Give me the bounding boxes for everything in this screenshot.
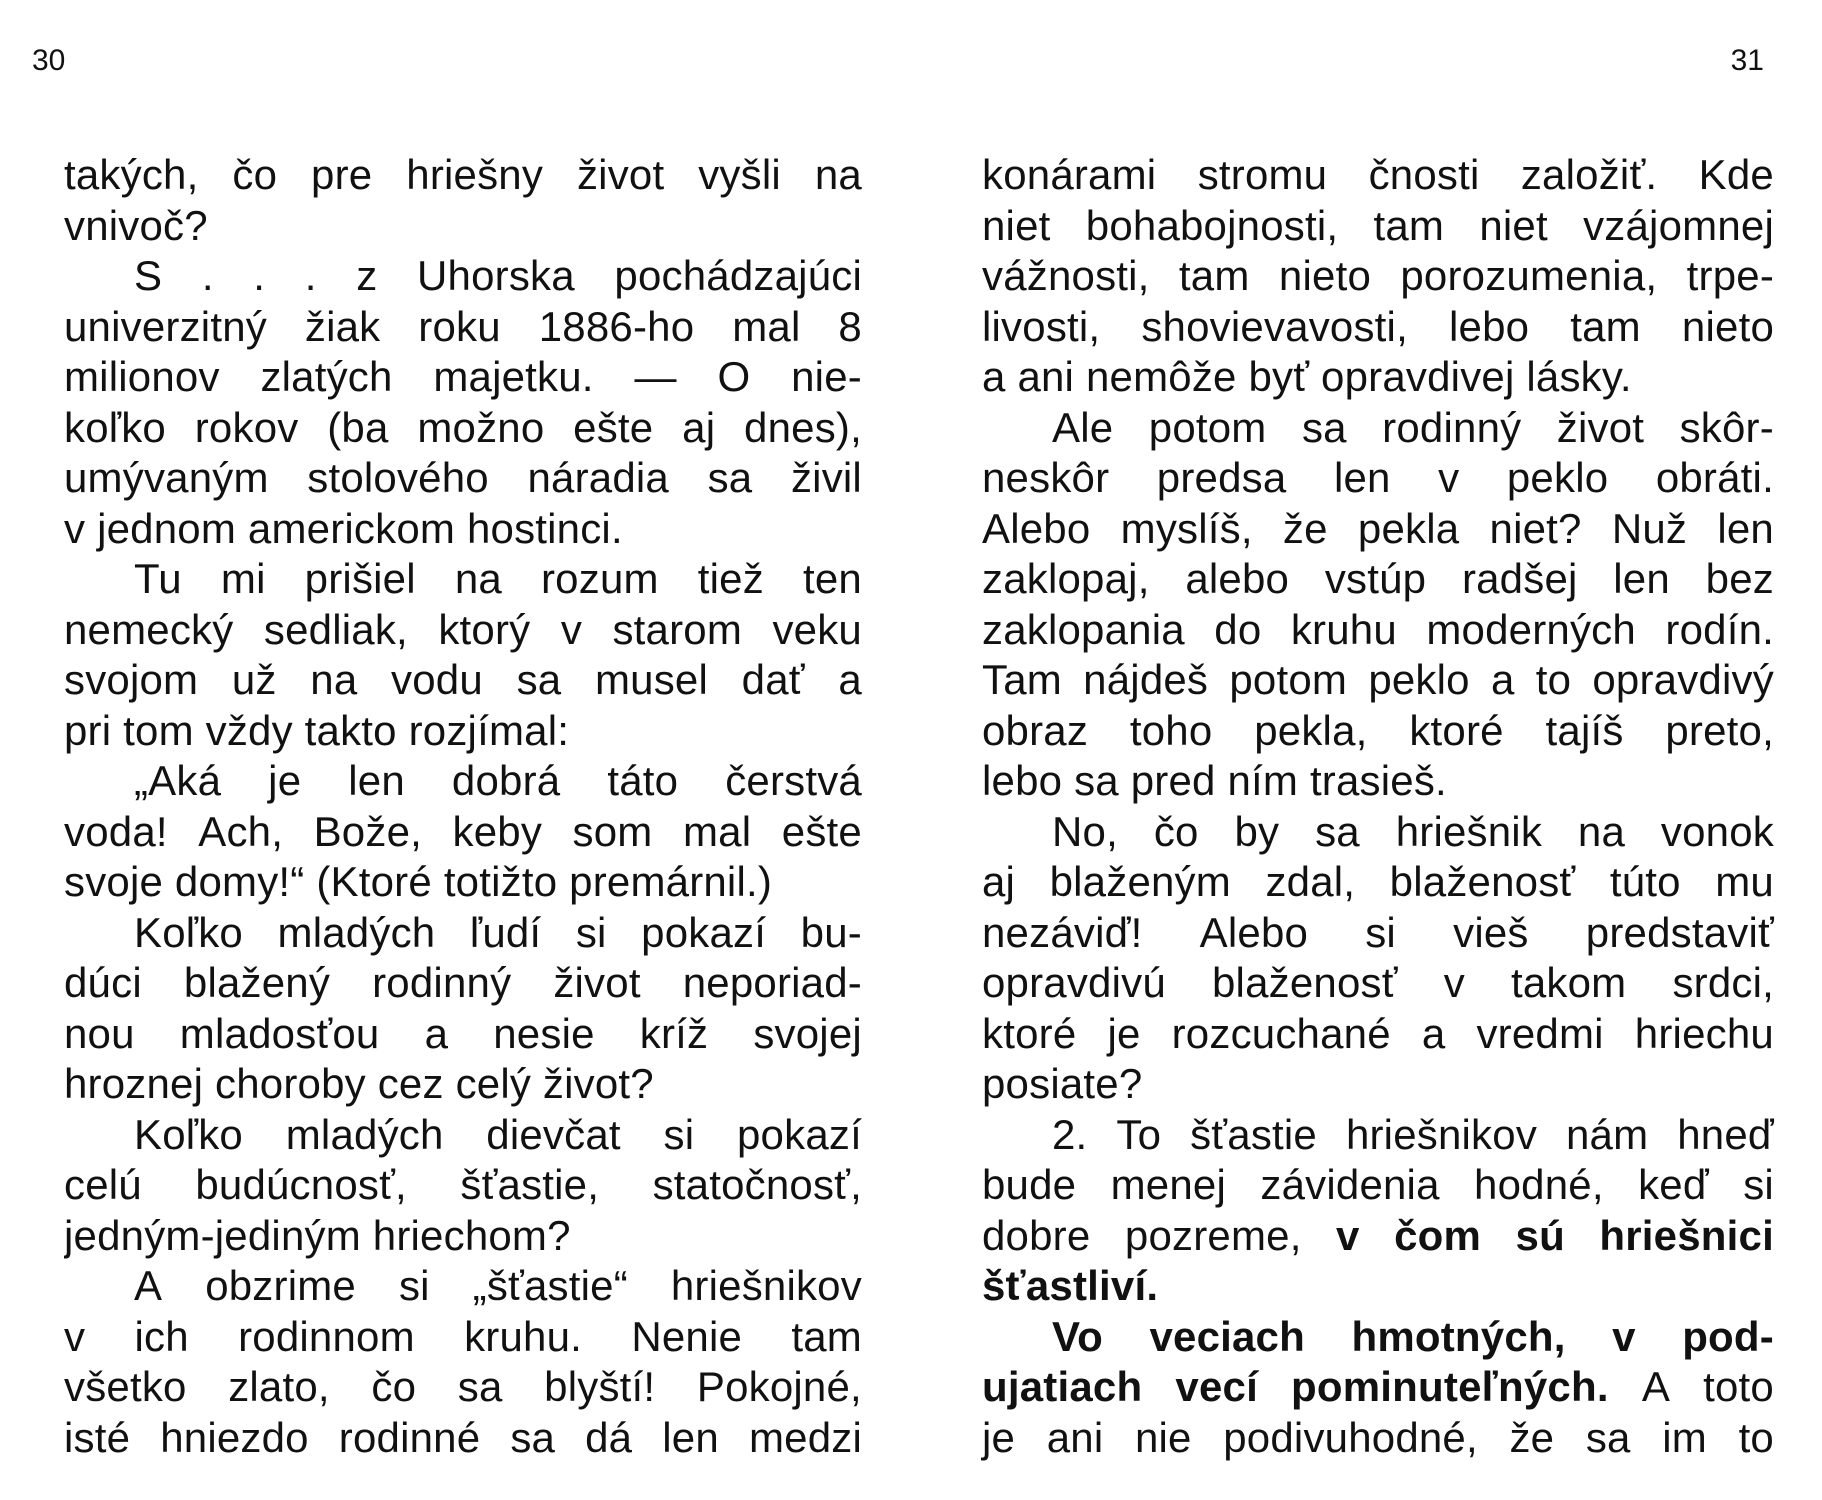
text-line: v jednom americkom hostinci. xyxy=(64,504,623,552)
left-page-text xyxy=(64,150,862,1463)
text-line: hroznej choroby cez celý život? xyxy=(64,1060,654,1107)
text-line: vážnosti, tam nieto porozumenia, trpe- xyxy=(982,252,1774,299)
text-line: Alebo myslíš, že pekla niet? Nuž len xyxy=(982,504,1774,552)
text-line: Tu mi prišiel na rozum tiež ten xyxy=(134,555,862,602)
text-line: „Aká je len dobrá táto čerstvá xyxy=(134,757,862,804)
text-line: 2. To šťastie hriešnikov nám hneď xyxy=(1052,1110,1774,1158)
text-line: Ale potom sa rodinný život skôr- xyxy=(1052,403,1774,451)
text-line: umývaným stolového náradia sa živil xyxy=(64,454,862,501)
text-line: ujatiach vecí pominuteľných. A toto xyxy=(982,1363,1774,1410)
text-line: zaklopania do kruhu moderných rodín. xyxy=(982,605,1774,653)
text-line: dobre pozreme, v čom sú hriešnici xyxy=(982,1211,1774,1259)
text-line: niet bohabojnosti, tam niet vzájomnej xyxy=(982,201,1774,249)
text-line: a ani nemôže byť opravdivej lásky. xyxy=(982,353,1632,400)
text-line: lebo sa pred ním trasieš. xyxy=(982,757,1447,804)
text-line: svoje domy!“ (Ktoré totižto premárnil.) xyxy=(64,858,773,905)
text-line: konárami stromu čnosti založiť. Kde xyxy=(982,151,1774,198)
text-line: všetko zlato, čo sa blyští! Pokojné, xyxy=(64,1363,862,1410)
text-line: milionov zlatých majetku. — O nie- xyxy=(64,353,862,400)
text-line: celú budúcnosť, šťastie, statočnosť, xyxy=(64,1161,862,1208)
text-line: opravdivú blaženosť v takom srdci, xyxy=(982,959,1774,1006)
text-line: Tam nájdeš potom peklo a to opravdivý xyxy=(982,656,1774,703)
text-line: aj blaženým zdal, blaženosť túto mu xyxy=(982,858,1774,905)
text-line: ktoré je rozcuchané a vredmi hriechu xyxy=(982,1009,1774,1057)
text-line: nou mladosťou a nesie kríž svojej xyxy=(64,1009,862,1057)
page-number-left: 30 xyxy=(32,44,66,77)
text-line: Koľko mladých dievčat si pokazí xyxy=(134,1110,862,1158)
text-line: šťastliví. xyxy=(982,1262,1159,1309)
text-line: jedným-jediným hriechom? xyxy=(64,1211,571,1259)
text-line: livosti, shovievavosti, lebo tam nieto xyxy=(982,302,1774,350)
text-line: pri tom vždy takto rozjímal: xyxy=(64,706,570,754)
page-number-right: 31 xyxy=(1730,44,1764,77)
text-line: Vo veciach hmotných, v pod- xyxy=(1052,1312,1774,1360)
right-page-text xyxy=(982,150,1774,1463)
text-line: v ich rodinnom kruhu. Nenie tam xyxy=(64,1312,862,1360)
text-line: posiate? xyxy=(982,1060,1143,1107)
text-line: nezáviď! Alebo si vieš predstaviť xyxy=(982,908,1774,956)
text-line: isté hniezdo rodinné sa dá len medzi xyxy=(64,1413,862,1461)
text-line: S . . . z Uhorska pochádzajúci xyxy=(134,252,862,299)
text-line: bude menej závidenia hodné, keď si xyxy=(982,1161,1774,1208)
text-line: je ani nie podivuhodné, že sa im to xyxy=(982,1413,1774,1461)
text-line: No, čo by sa hriešnik na vonok xyxy=(1052,807,1774,855)
text-line: obraz toho pekla, ktoré tajíš preto, xyxy=(982,706,1774,754)
text-line: svojom už na vodu sa musel dať a xyxy=(64,656,862,703)
text-line: koľko rokov (ba možno ešte aj dnes), xyxy=(64,403,862,451)
text-line: A obzrime si „šťastie“ hriešnikov xyxy=(134,1262,862,1309)
text-line: univerzitný žiak roku 1886-ho mal 8 xyxy=(64,302,862,350)
text-line: takých, čo pre hriešny život vyšli na xyxy=(64,151,862,198)
text-line: voda! Ach, Bože, keby som mal ešte xyxy=(64,807,862,855)
text-line: zaklopaj, alebo vstúp radšej len bez xyxy=(982,555,1774,602)
text-line: dúci blažený rodinný život neporiad- xyxy=(64,959,862,1006)
text-line: neskôr predsa len v peklo obráti. xyxy=(982,454,1774,501)
text-line: nemecký sedliak, ktorý v starom veku xyxy=(64,605,862,653)
text-line: vnivoč? xyxy=(64,201,208,249)
text-line: Koľko mladých ľudí si pokazí bu- xyxy=(134,908,862,956)
